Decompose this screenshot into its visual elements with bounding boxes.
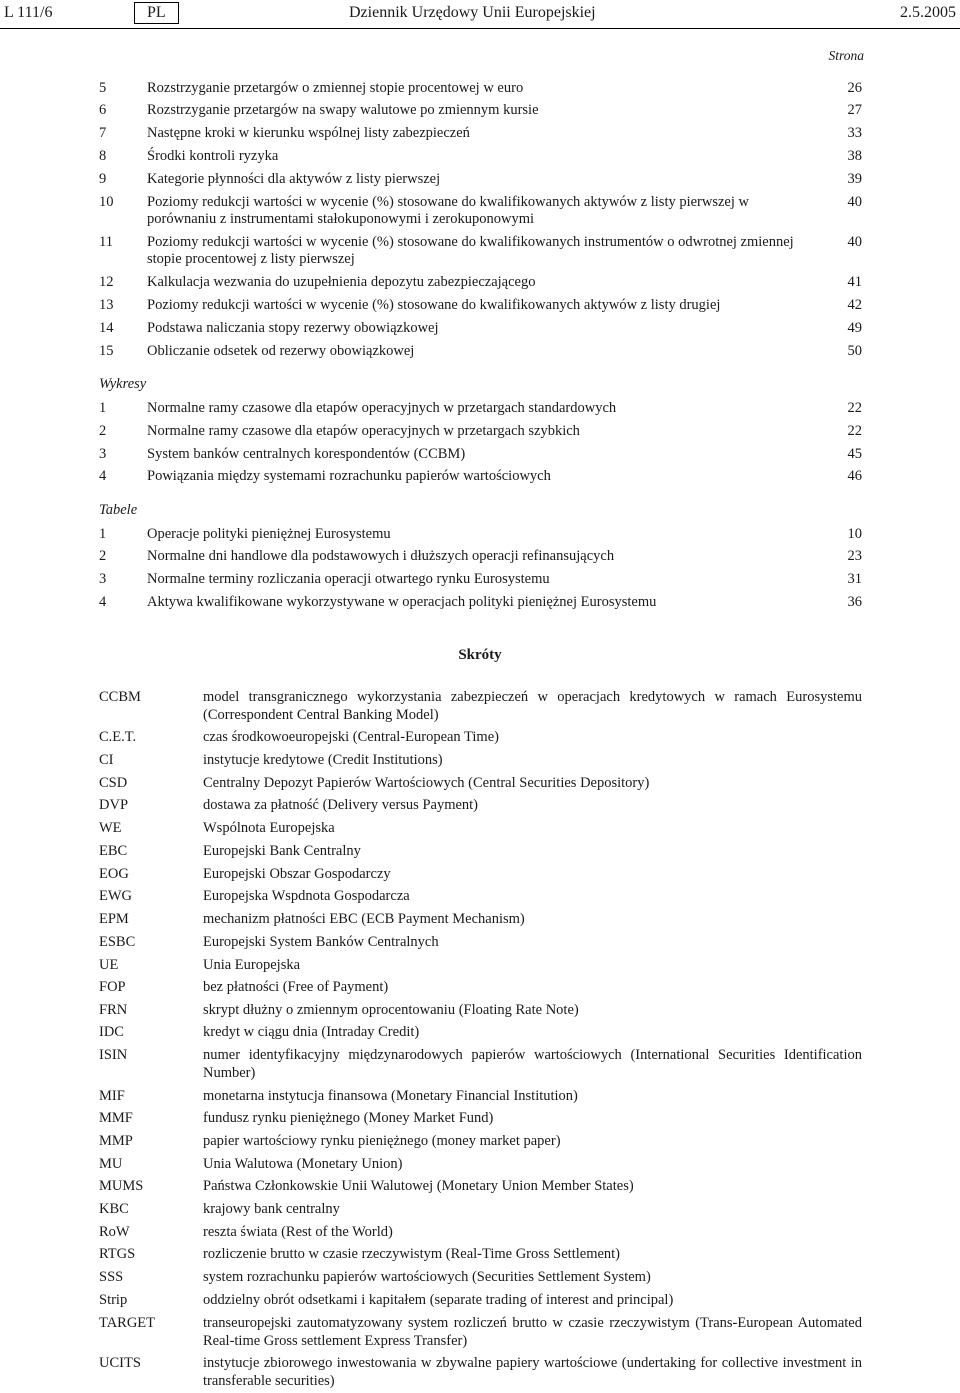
entry-title: Środki kontroli ryzyka <box>147 148 279 164</box>
entry-number: 2 <box>99 548 107 564</box>
abbreviation-term: MMF <box>99 1110 133 1126</box>
entry-title: Następne kroki w kierunku wspólnej listy zabezpieczeń <box>147 125 470 141</box>
abbreviation-definition: Państwa Członkowskie Unii Walutowej (Monetary Union Member States) <box>203 1178 634 1194</box>
entry-number: 5 <box>99 80 107 96</box>
abbreviations-heading: Skróty <box>458 647 502 663</box>
abbreviation-definition: reszta świata (Rest of the World) <box>203 1224 393 1240</box>
entry-title: Operacje polityki pieniężnej Eurosystemu <box>147 526 391 542</box>
entry-page: 40 <box>847 194 862 210</box>
abbreviation-definition: Europejski Bank Centralny <box>203 843 361 859</box>
abbreviation-term: ESBC <box>99 934 136 950</box>
section-label-tabele: Tabele <box>99 502 138 518</box>
abbreviation-term: CCBM <box>99 689 141 705</box>
abbreviation-definition: bez płatności (Free of Payment) <box>203 979 389 995</box>
abbreviation-definition: mechanizm płatności EBC (ECB Payment Mechanism) <box>203 911 525 927</box>
abbreviation-term: DVP <box>99 797 129 813</box>
abbreviation-term: FOP <box>99 979 126 995</box>
abbreviation-definition: rozliczenie brutto w czasie rzeczywistym (Real-Time Gross Settlement) <box>203 1246 621 1262</box>
entry-title: Podstawa naliczania stopy rezerwy obowiązkowej <box>147 320 439 336</box>
page-reference: L 111/6 <box>4 4 53 21</box>
abbreviation-definition: Europejski Obszar Gospodarczy <box>203 866 391 882</box>
entry-title: Poziomy redukcji wartości w wycenie (%) stosowane do kwalifikowanych aktywów z listy pierwszej w porównaniu z instrumentami stałokuponowymi i zerokuponowymi <box>147 194 749 227</box>
entry-page: 23 <box>847 548 862 564</box>
abbreviation-term: UE <box>99 957 119 973</box>
abbreviation-term: C.E.T. <box>99 729 137 745</box>
entry-title: Aktywa kwalifikowane wykorzystywane w operacjach polityki pieniężnej Eurosystemu <box>147 594 657 610</box>
entry-page: 42 <box>847 297 862 313</box>
entry-number: 3 <box>99 446 107 462</box>
entry-page: 38 <box>847 148 862 164</box>
language-badge: PL <box>134 2 179 24</box>
abbreviation-definition: czas środkowoeuropejski (Central-European Time) <box>203 729 499 745</box>
entry-number: 12 <box>99 274 114 290</box>
page-column-label: Strona <box>828 48 864 63</box>
entry-page: 40 <box>847 234 862 250</box>
abbreviation-term: MMP <box>99 1133 133 1149</box>
abbreviation-term: TARGET <box>99 1315 156 1331</box>
entry-page: 10 <box>847 526 862 542</box>
abbreviation-term: KBC <box>99 1201 129 1217</box>
abbreviation-definition: Centralny Depozyt Papierów Wartościowych (Central Securities Depository) <box>203 775 650 791</box>
abbreviation-term: RoW <box>99 1224 130 1240</box>
entry-page: 45 <box>847 446 862 462</box>
abbreviation-term: EOG <box>99 866 129 882</box>
entry-page: 22 <box>847 423 862 439</box>
abbreviation-term: FRN <box>99 1002 128 1018</box>
entry-title: Kategorie płynności dla aktywów z listy pierwszej <box>147 171 441 187</box>
journal-title: Dziennik Urzędowy Unii Europejskiej <box>349 4 596 21</box>
abbreviation-term: CI <box>99 752 114 768</box>
entry-page: 26 <box>847 80 862 96</box>
page-header <box>0 0 960 29</box>
entry-page: 31 <box>847 571 862 587</box>
entry-number: 1 <box>99 526 107 542</box>
abbreviation-term: WE <box>99 820 122 836</box>
abbreviation-definition: Europejski System Banków Centralnych <box>203 934 439 950</box>
entry-number: 3 <box>99 571 107 587</box>
abbreviation-term: SSS <box>99 1269 124 1285</box>
entry-number: 1 <box>99 400 107 416</box>
entry-page: 46 <box>847 468 862 484</box>
abbreviation-definition: dostawa za płatność (Delivery versus Payment) <box>203 797 479 813</box>
entry-number: 10 <box>99 194 114 210</box>
abbreviation-definition: system rozrachunku papierów wartościowych (Securities Settlement System) <box>203 1269 651 1285</box>
abbreviation-term: MUMS <box>99 1178 144 1194</box>
entry-title: Rozstrzyganie przetargów o zmiennej stopie procentowej w euro <box>147 80 524 96</box>
entry-title: Normalne ramy czasowe dla etapów operacyjnych w przetargach standardowych <box>147 400 617 416</box>
entry-page: 39 <box>847 171 862 187</box>
abbreviation-term: CSD <box>99 775 128 791</box>
entry-title: System banków centralnych korespondentów (CCBM) <box>147 446 466 462</box>
entry-number: 4 <box>99 468 107 484</box>
abbreviation-term: EBC <box>99 843 128 859</box>
entry-title: Kalkulacja wezwania do uzupełnienia depozytu zabezpieczającego <box>147 274 536 290</box>
abbreviation-definition: monetarna instytucja finansowa (Monetary Financial Institution) <box>203 1088 578 1104</box>
entry-number: 9 <box>99 171 107 187</box>
entry-number: 6 <box>99 102 107 118</box>
entry-page: 27 <box>847 102 862 118</box>
abbreviation-term: IDC <box>99 1024 124 1040</box>
entry-page: 49 <box>847 320 862 336</box>
entry-title: Rozstrzyganie przetargów na swapy walutowe po zmiennym kursie <box>147 102 539 118</box>
abbreviation-definition: model transgranicznego wykorzystania zabezpieczeń w operacjach kredytowych w ramach Eurosystemu (Correspondent Central Banking Model) <box>203 689 862 723</box>
abbreviation-definition: fundusz rynku pieniężnego (Money Market Fund) <box>203 1110 494 1126</box>
abbreviation-definition: Unia Walutowa (Monetary Union) <box>203 1156 403 1172</box>
entry-page: 22 <box>847 400 862 416</box>
abbreviation-term: MU <box>99 1156 123 1172</box>
entry-number: 11 <box>99 234 113 250</box>
abbreviation-definition: transeuropejski zautomatyzowany system rozliczeń brutto w czasie rzeczywistym (Trans-European Automated Real-time Gross settlement Express Transfer) <box>203 1315 862 1349</box>
entry-title: Powiązania między systemami rozrachunku papierów wartościowych <box>147 468 551 484</box>
abbreviation-term: Strip <box>99 1292 128 1308</box>
entry-number: 8 <box>99 148 107 164</box>
entry-number: 2 <box>99 423 107 439</box>
abbreviation-definition: oddzielny obrót odsetkami i kapitałem (separate trading of interest and principal) <box>203 1292 674 1308</box>
abbreviation-definition: instytucje kredytowe (Credit Institutions) <box>203 752 443 768</box>
entry-page: 41 <box>847 274 862 290</box>
entry-page: 33 <box>847 125 862 141</box>
abbreviation-definition: Unia Europejska <box>203 957 301 973</box>
abbreviation-term: ISIN <box>99 1047 128 1063</box>
entry-title: Normalne terminy rozliczania operacji otwartego rynku Eurosystemu <box>147 571 550 587</box>
abbreviation-definition: kredyt w ciągu dnia (Intraday Credit) <box>203 1024 420 1040</box>
publication-date: 2.5.2005 <box>900 4 956 21</box>
abbreviation-definition: papier wartościowy rynku pieniężnego (money market paper) <box>203 1133 561 1149</box>
entry-title: Normalne dni handlowe dla podstawowych i dłuższych operacji refinansujących <box>147 548 615 564</box>
entry-number: 4 <box>99 594 107 610</box>
entry-number: 14 <box>99 320 114 336</box>
abbreviation-definition: skrypt dłużny o zmiennym oprocentowaniu (Floating Rate Note) <box>203 1002 579 1018</box>
abbreviation-term: RTGS <box>99 1246 136 1262</box>
entry-title: Poziomy redukcji wartości w wycenie (%) stosowane do kwalifikowanych aktywów z listy drugiej <box>147 297 721 313</box>
abbreviation-term: EPM <box>99 911 129 927</box>
entry-page: 50 <box>847 343 862 359</box>
abbreviation-definition: krajowy bank centralny <box>203 1201 340 1217</box>
entry-number: 13 <box>99 297 114 313</box>
entry-title: Poziomy redukcji wartości w wycenie (%) stosowane do kwalifikowanych instrumentów o odwrotnej zmiennej stopie procentowej z listy pierwszej <box>147 234 794 267</box>
entry-number: 15 <box>99 343 114 359</box>
abbreviation-definition: instytucje zbiorowego inwestowania w zbywalne papiery wartościowe (undertaking for collective investment in transferable securities) <box>203 1355 862 1389</box>
entry-number: 7 <box>99 125 107 141</box>
entry-title: Obliczanie odsetek od rezerwy obowiązkowej <box>147 343 415 359</box>
entry-page: 36 <box>847 594 862 610</box>
section-label-wykresy: Wykresy <box>99 376 147 392</box>
entry-title: Normalne ramy czasowe dla etapów operacyjnych w przetargach szybkich <box>147 423 580 439</box>
abbreviation-term: UCITS <box>99 1355 141 1371</box>
abbreviation-term: MIF <box>99 1088 125 1104</box>
abbreviation-definition: Europejska Wspdnota Gospodarcza <box>203 888 410 904</box>
abbreviation-definition: numer identyfikacyjny międzynarodowych papierów wartościowych (International Securities Identification Number) <box>203 1047 862 1081</box>
abbreviation-definition: Wspólnota Europejska <box>203 820 335 836</box>
abbreviation-term: EWG <box>99 888 133 904</box>
